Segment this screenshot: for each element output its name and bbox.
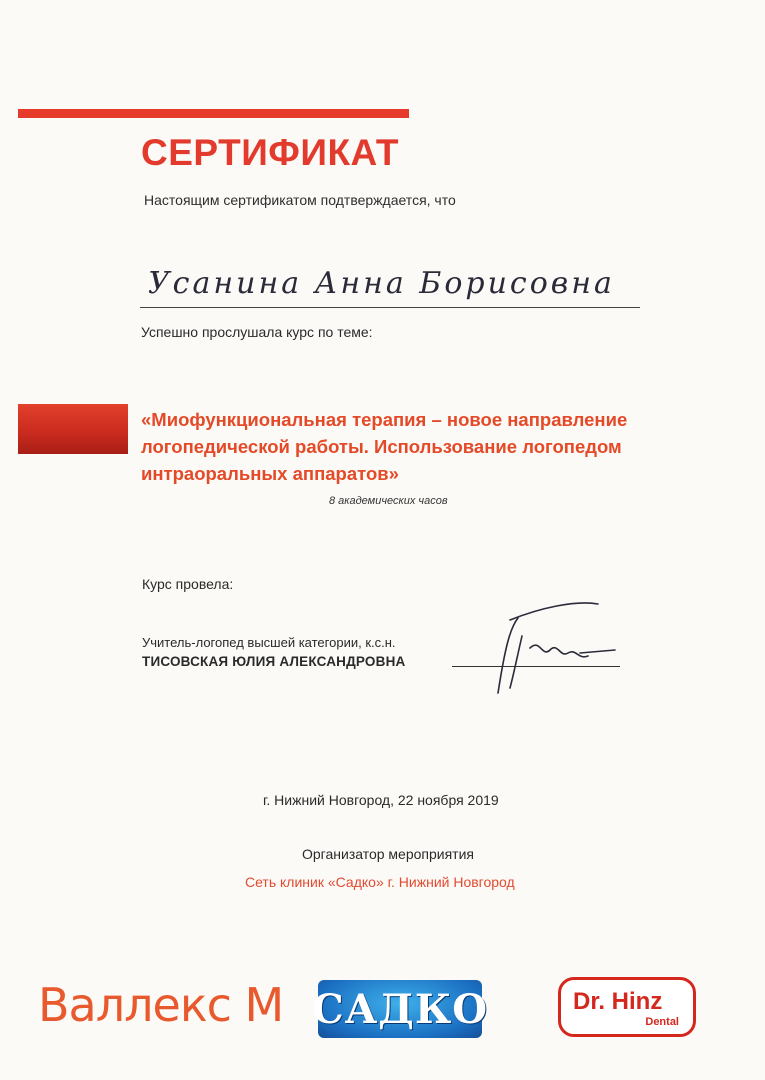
sadko-logo bbox=[311, 980, 489, 1038]
organizer-name: Сеть клиник «Садко» г. Нижний Новгород bbox=[245, 874, 515, 890]
course-hours: 8 академических часов bbox=[329, 495, 448, 507]
course-title-line: логопедической работы. Использование логопедом bbox=[141, 436, 622, 457]
taught-by-label: Курс провела: bbox=[142, 576, 234, 592]
recipient-block bbox=[140, 262, 640, 310]
course-title-line: «Миофункциональная терапия – новое направление bbox=[141, 409, 628, 430]
teacher-name: ТИСОВСКАЯ ЮЛИЯ АЛЕКСАНДРОВНА bbox=[142, 654, 406, 669]
dr-hinz-logo-text: Dr. Hinz bbox=[573, 988, 663, 1015]
sadko-logo-text: САДКО bbox=[311, 985, 489, 1033]
teacher-title: Учитель-логопед высшей категории, к.с.н. bbox=[142, 635, 396, 650]
recipient-underline bbox=[140, 307, 640, 308]
course-title bbox=[141, 406, 701, 487]
dr-hinz-logo bbox=[558, 977, 696, 1037]
teacher-signature bbox=[480, 598, 630, 703]
decorative-red-block bbox=[18, 404, 128, 454]
course-title-line: интраоральных аппаратов» bbox=[141, 463, 399, 484]
recipient-name-handwritten: Усанина Анна Борисовна bbox=[148, 266, 615, 301]
organizer-label: Организатор мероприятия bbox=[302, 846, 474, 862]
dr-hinz-logo-subtext: Dental bbox=[645, 1016, 679, 1028]
valleks-logo: Валлекс М bbox=[38, 978, 284, 1032]
decorative-red-bar bbox=[18, 109, 409, 118]
place-and-date: г. Нижний Новгород, 22 ноября 2019 bbox=[263, 792, 499, 808]
intro-text: Настоящим сертификатом подтверждается, что bbox=[144, 192, 456, 208]
certificate-title: СЕРТИФИКАТ bbox=[141, 132, 400, 173]
completed-course-text: Успешно прослушала курс по теме: bbox=[141, 324, 373, 340]
